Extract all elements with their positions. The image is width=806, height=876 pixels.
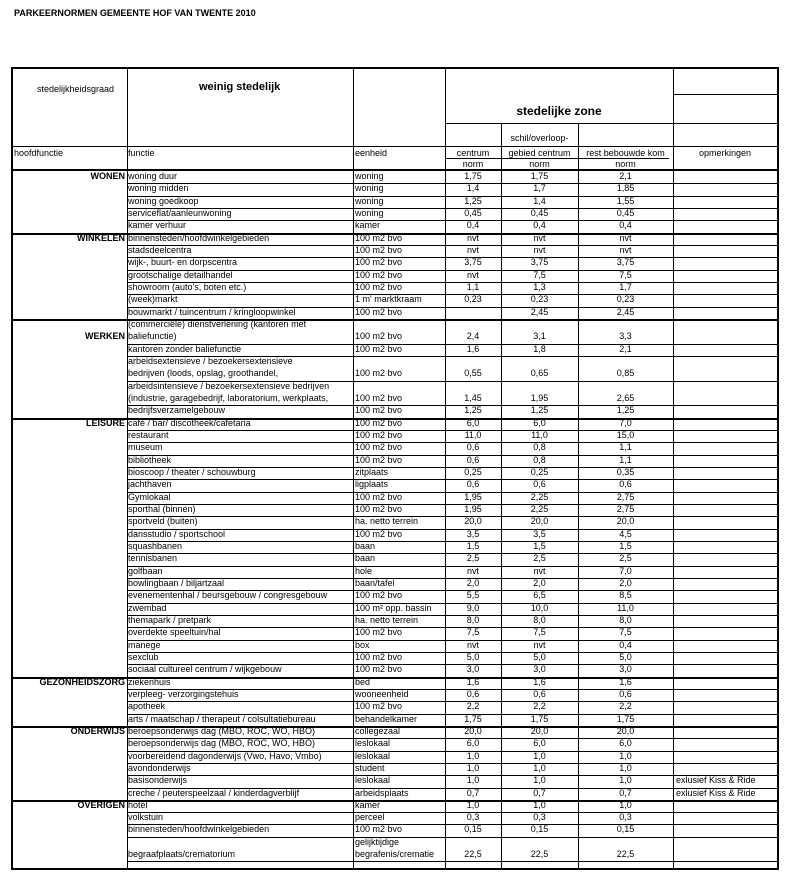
functie-label: sporthal (binnen): [128, 503, 196, 514]
eenheid-label: 100 m2 bvo: [355, 528, 403, 539]
eenheid-label: 100 m2 bvo: [355, 281, 403, 292]
functie-label: beroepsonderwijs dag (MBO, ROC, WO, HBO): [128, 725, 316, 736]
norm-schil: 1,0: [533, 775, 546, 786]
norm-schil: 1,8: [533, 343, 546, 354]
norm-schil: 1,0: [533, 750, 546, 761]
document-title: PARKEERNORMEN GEMEENTE HOF VAN TWENTE 2010: [14, 8, 256, 18]
functie-label: binnensteden/hoofdwinkelgebieden: [128, 824, 270, 835]
norm-rest: 1,7: [619, 281, 632, 292]
norm-schil: 0,25: [530, 466, 549, 477]
norm-rest: 0,4: [619, 639, 632, 650]
zone-label: stedelijke zone: [516, 104, 602, 118]
eenheid-label: collegezaal: [355, 725, 401, 736]
norm-schil: 1,75: [530, 713, 549, 724]
norm-rest: 1,0: [619, 762, 632, 773]
norm-centrum: 5,0: [466, 651, 480, 662]
eenheid-label: woning: [355, 207, 384, 218]
norm-rest: 0,4: [619, 220, 632, 231]
norm-rest: 20,0: [616, 516, 635, 527]
functie-label: tennisbanen: [128, 553, 178, 564]
header-hoofdfunctie: hoofdfunctie: [14, 148, 64, 158]
norm-rest: 1,1: [619, 442, 632, 453]
eenheid-label: 100 m2 bvo: [355, 269, 403, 280]
eenheid-label: bed: [355, 676, 371, 687]
functie-label: avondonderwijs: [128, 762, 191, 773]
functie-label: arts / maatschap / therapeut / colsultatiebureau: [128, 713, 316, 724]
functie-label: restaurant: [128, 429, 169, 440]
norm-centrum: 2,5: [466, 553, 480, 564]
norm-rest: 2,75: [616, 503, 635, 514]
norm-schil: nvt: [533, 244, 546, 255]
row-divider: [445, 123, 777, 124]
functie-label: ziekenhuis: [128, 676, 171, 687]
norm-schil: 3,75: [530, 257, 549, 268]
norm-rest: 1,25: [616, 405, 635, 416]
eenheid-label: woning: [355, 171, 384, 181]
norm-rest: 3,3: [619, 331, 632, 342]
functie-label: apotheek: [128, 701, 166, 712]
header-centrum: centrum: [456, 148, 490, 158]
norm-rest: 7,5: [619, 627, 632, 638]
norm-centrum: 6,0: [466, 417, 480, 428]
functie-label: begraafplaats/crematorium: [128, 849, 236, 860]
norm-rest: 11,0: [617, 602, 634, 613]
row-divider: [127, 861, 777, 862]
norm-label: norm: [615, 159, 636, 169]
eenheid-label: 100 m2 bvo: [355, 244, 403, 255]
norm-schil: 3,1: [533, 331, 546, 342]
eenheid-label: gelijktijdige: [355, 836, 400, 847]
norm-centrum: 0,4: [466, 220, 480, 231]
norm-schil: 1,3: [533, 281, 546, 292]
functie-label: arbeidsextensieve / bezoekersextensieve: [128, 355, 293, 366]
norm-rest: 3,0: [619, 664, 632, 675]
eenheid-label: hole: [355, 565, 373, 576]
norm-label: norm: [462, 159, 484, 169]
functie-label: (industrie, garagebedrijf, laboratorium, werkplaats,: [128, 392, 329, 403]
eenheid-label: zitplaats: [355, 466, 389, 477]
eenheid-label: leslokaal: [355, 775, 391, 786]
norm-centrum: 6,0: [466, 738, 480, 749]
norm-centrum: 0,3: [466, 812, 480, 823]
norm-rest: 8,0: [619, 614, 632, 625]
eenheid-label: baan: [355, 540, 376, 551]
norm-centrum: 0,15: [464, 824, 482, 835]
functie-label: arbeidsintensieve / bezoekersextensieve bedrijven: [128, 380, 330, 391]
functie-label: woning midden: [128, 183, 189, 194]
norm-schil: 2,25: [530, 491, 549, 502]
norm-centrum: 0,6: [466, 454, 480, 465]
eenheid-label: kamer: [355, 220, 381, 231]
norm-rest: 1,0: [619, 750, 632, 761]
col-divider: [673, 69, 674, 868]
hoofdfunctie-label: WERKEN: [85, 331, 125, 342]
header-gebied: gebied centrum: [508, 148, 571, 158]
eenheid-label: box: [355, 639, 370, 650]
functie-label: overdekte speeltuin/hal: [128, 627, 221, 638]
norm-label: norm: [529, 159, 550, 169]
norm-centrum: 9,0: [466, 602, 480, 613]
functie-label: sportveld (buiten): [128, 516, 198, 527]
norm-schil: 1,0: [533, 799, 546, 810]
norm-schil: 6,0: [533, 738, 546, 749]
functie-label: café / bar/ discotheek/cafetaria: [128, 417, 251, 428]
norm-rest: 2,1: [619, 171, 632, 181]
norm-schil: 2,2: [533, 701, 546, 712]
norm-centrum: 0,45: [464, 207, 482, 218]
norm-centrum: 20,0: [464, 725, 482, 736]
eenheid-label: 100 m² opp. bassin: [355, 602, 432, 613]
functie-label: manege: [128, 639, 161, 650]
norm-rest: 2,65: [616, 392, 635, 403]
eenheid-label: 100 m2 bvo: [355, 454, 403, 465]
norm-schil: nvt: [533, 565, 546, 576]
eenheid-label: 100 m2 bvo: [355, 442, 403, 453]
norm-centrum: nvt: [466, 269, 479, 280]
norm-rest: 0,15: [616, 824, 635, 835]
norm-schil: 7,5: [533, 627, 546, 638]
eenheid-label: baan: [355, 553, 376, 564]
norm-rest: 0,6: [619, 479, 632, 490]
functie-label: (week)markt: [128, 294, 178, 305]
functie-label: golfbaan: [128, 565, 163, 576]
norm-centrum: 1,0: [466, 799, 480, 810]
norm-schil: 1,7: [533, 183, 546, 194]
eenheid-label: woning: [355, 183, 384, 194]
hoofdfunctie-label: GEZONHEIDSZORG: [39, 676, 125, 687]
hoofdfunctie-label: ONDERWIJS: [70, 725, 125, 736]
functie-label: woning duur: [128, 171, 178, 181]
norm-schil: 1,75: [530, 171, 549, 181]
header-opmerkingen: opmerkingen: [698, 148, 752, 158]
norm-rest: 1,55: [616, 195, 635, 206]
norm-rest: 3,75: [616, 257, 635, 268]
eenheid-label: 100 m2 bvo: [355, 232, 403, 243]
norm-schil: 3,5: [533, 528, 546, 539]
norm-centrum: nvt: [466, 565, 479, 576]
hoofdfunctie-label: OVERIGEN: [77, 799, 125, 810]
eenheid-label: leslokaal: [355, 750, 391, 761]
functie-label: bedrijven (loods, opslag, groothandel,: [128, 368, 279, 379]
norm-centrum: 0,23: [464, 294, 482, 305]
hoofdfunctie-label: LEISURE: [85, 417, 125, 428]
functie-label: verpleeg- verzorgingstehuis: [128, 688, 239, 699]
norm-rest: 2,0: [619, 577, 632, 588]
norm-rest: 1,0: [619, 775, 632, 786]
functie-label: showroom (auto's, boten etc.): [128, 281, 247, 292]
eenheid-label: ligplaats: [355, 479, 389, 490]
functie-label: Gymlokaal: [128, 491, 171, 502]
norm-schil: 0,23: [530, 294, 549, 305]
norm-rest: nvt: [619, 232, 632, 243]
norm-rest: 5,0: [619, 651, 632, 662]
norm-schil: 11,0: [531, 429, 548, 440]
functie-label: kamer verhuur: [128, 220, 187, 231]
col-divider: [353, 69, 354, 868]
norm-schil: 0,3: [533, 812, 546, 823]
norm-rest: 7,5: [619, 269, 632, 280]
norm-schil: 2,25: [530, 503, 549, 514]
norm-rest: 1,1: [619, 454, 632, 465]
norm-schil: 0,8: [533, 442, 546, 453]
norm-schil: 2,5: [533, 553, 546, 564]
norm-centrum: 0,55: [464, 368, 482, 379]
norm-centrum: 1,45: [464, 392, 482, 403]
norm-rest: 2,45: [616, 306, 635, 317]
eenheid-label: 100 m2 bvo: [355, 368, 403, 379]
eenheid-label: student: [355, 762, 385, 773]
norm-centrum: nvt: [466, 232, 479, 243]
norm-centrum: 3,5: [466, 528, 480, 539]
functie-label: basisonderwijs: [128, 775, 188, 786]
eenheid-label: 100 m2 bvo: [355, 503, 403, 514]
norm-rest: 0,7: [619, 787, 632, 798]
row-divider: [673, 94, 777, 95]
eenheid-label: baan/tafel: [355, 577, 395, 588]
functie-label: themapark / pretpark: [128, 614, 212, 625]
eenheid-label: leslokaal: [355, 738, 391, 749]
norm-schil: 7,5: [533, 269, 546, 280]
norm-centrum: 1,25: [464, 405, 482, 416]
eenheid-label: 100 m2 bvo: [355, 331, 403, 342]
opmerking: exlusief Kiss & Ride: [676, 775, 756, 786]
norm-rest: 0,3: [619, 812, 632, 823]
eenheid-label: kamer: [355, 799, 381, 810]
norm-schil: 0,6: [533, 479, 546, 490]
norm-schil: 20,0: [530, 725, 549, 736]
norm-centrum: 0,25: [464, 466, 482, 477]
norm-centrum: 1,95: [464, 503, 482, 514]
norm-schil: 2,45: [530, 306, 549, 317]
norm-rest: 20,0: [616, 725, 635, 736]
eenheid-label: 100 m2 bvo: [355, 343, 403, 354]
schil-header-line1: schil/overloop-: [510, 133, 569, 143]
norm-centrum: 3,75: [464, 257, 482, 268]
norm-rest: 22,5: [616, 849, 635, 860]
norm-rest: 7,0: [619, 565, 632, 576]
norm-schil: 6,5: [533, 590, 546, 601]
norm-centrum: 1,6: [466, 343, 480, 354]
functie-label: creche / peuterspeelzaal / kinderdagverblijf: [128, 787, 300, 798]
functie-label: beroepsonderwijs dag (MBO, ROC, WO, HBO): [128, 738, 316, 749]
eenheid-label: begrafenis/crematie: [355, 849, 435, 860]
functie-label: hotel: [128, 799, 148, 810]
opmerking: exlusief Kiss & Ride: [676, 787, 756, 798]
eenheid-label: 100 m2 bvo: [355, 491, 403, 502]
stedelijkheidsgraad-label: stedelijkheidsgraad: [37, 84, 115, 94]
norm-centrum: 1,4: [466, 183, 480, 194]
functie-label: wijk-, buurt- en dorpscentra: [128, 257, 238, 268]
norm-centrum: nvt: [466, 244, 479, 255]
eenheid-label: ha. netto terrein: [355, 516, 419, 527]
header-eenheid: eenheid: [355, 148, 388, 158]
norm-centrum: 2,4: [466, 331, 480, 342]
functie-label: dansstudio / sportschool: [128, 528, 226, 539]
norm-rest: 4,5: [619, 528, 632, 539]
norm-schil: 1,95: [530, 392, 549, 403]
norm-rest: 1,0: [619, 799, 632, 810]
parking-norms-table: [11, 67, 779, 870]
functie-label: (commerciële) dienstverlening (kantoren met: [128, 318, 307, 329]
functie-label: museum: [128, 442, 163, 453]
functie-label: volkstuin: [128, 812, 164, 823]
functie-label: bowlingbaan / biljartzaal: [128, 577, 225, 588]
norm-schil: 0,45: [530, 207, 549, 218]
functie-label: zwembad: [128, 602, 167, 613]
norm-rest: 1,85: [616, 183, 635, 194]
eenheid-label: 100 m2 bvo: [355, 429, 403, 440]
functie-label: sociaal cultureel centrum / wijkgebouw: [128, 664, 282, 675]
header-functie: functie: [128, 148, 155, 158]
norm-centrum: 1,75: [464, 713, 482, 724]
functie-label: jachthaven: [128, 479, 172, 490]
eenheid-label: 100 m2 bvo: [355, 701, 403, 712]
norm-centrum: 0,6: [466, 688, 480, 699]
norm-rest: 0,85: [616, 368, 635, 379]
functie-label: evenementenhal / beursgebouw / congresgebouw: [128, 590, 328, 601]
norm-rest: 1,6: [619, 676, 632, 687]
row-divider: [127, 837, 777, 838]
norm-centrum: 1,0: [466, 750, 480, 761]
eenheid-label: 100 m2 bvo: [355, 392, 403, 403]
norm-centrum: 1,75: [464, 171, 482, 181]
norm-schil: 0,15: [530, 824, 549, 835]
eenheid-label: 100 m2 bvo: [355, 405, 403, 416]
norm-schil: 1,25: [530, 405, 549, 416]
eenheid-label: 100 m2 bvo: [355, 257, 403, 268]
eenheid-label: 100 m2 bvo: [355, 651, 403, 662]
functie-label: bibliotheek: [128, 454, 172, 465]
norm-centrum: 7,5: [466, 627, 480, 638]
norm-rest: 1,75: [616, 713, 635, 724]
header-rest: rest bebouwde kom: [586, 148, 665, 158]
hoofdfunctie-label: WONEN: [90, 171, 125, 181]
eenheid-label: 1 m' marktkraam: [355, 294, 422, 305]
eenheid-label: ha. netto terrein: [355, 614, 419, 625]
norm-rest: 6,0: [619, 738, 632, 749]
hoofdfunctie-label: WINKELEN: [77, 232, 125, 243]
norm-centrum: 1,1: [466, 281, 480, 292]
norm-rest: 0,45: [616, 207, 635, 218]
norm-schil: 2,0: [533, 577, 546, 588]
norm-centrum: 2,0: [466, 577, 480, 588]
norm-schil: 6,0: [533, 417, 546, 428]
norm-schil: 5,0: [533, 651, 546, 662]
stedelijkheidsgraad-value: weinig stedelijk: [199, 81, 281, 93]
eenheid-label: woning: [355, 195, 384, 206]
norm-rest: nvt: [619, 244, 632, 255]
norm-schil: 22,5: [530, 849, 549, 860]
norm-centrum: 0,7: [466, 787, 480, 798]
norm-rest: 0,6: [619, 688, 632, 699]
norm-centrum: 1,95: [464, 491, 482, 502]
eenheid-label: wooneenheid: [355, 688, 409, 699]
norm-centrum: 20,0: [464, 516, 482, 527]
norm-rest: 1,5: [619, 540, 632, 551]
norm-centrum: 1,0: [466, 775, 480, 786]
eenheid-label: behandelkamer: [355, 713, 418, 724]
eenheid-label: 100 m2 bvo: [355, 590, 403, 601]
eenheid-label: 100 m2 bvo: [355, 824, 403, 835]
norm-centrum: 2,2: [466, 701, 480, 712]
norm-schil: 1,4: [533, 195, 546, 206]
functie-label: squashbanen: [128, 540, 183, 551]
norm-centrum: nvt: [466, 639, 479, 650]
norm-centrum: 3,0: [466, 664, 480, 675]
norm-rest: 7,0: [619, 417, 632, 428]
norm-rest: 15,0: [616, 429, 635, 440]
norm-rest: 8,5: [619, 590, 632, 601]
eenheid-label: perceel: [355, 812, 385, 823]
norm-centrum: 8,0: [466, 614, 480, 625]
norm-centrum: 1,25: [464, 195, 482, 206]
functie-label: binnensteden/hoofdwinkelgebieden: [128, 232, 270, 243]
norm-rest: 2,2: [619, 701, 632, 712]
functie-label: woning goedkoop: [128, 195, 199, 206]
norm-centrum: 0,6: [466, 442, 480, 453]
norm-rest: 0,35: [616, 466, 635, 477]
norm-centrum: 22,5: [464, 849, 482, 860]
norm-rest: 2,5: [619, 553, 632, 564]
norm-schil: 3,0: [533, 664, 546, 675]
functie-label: grootschalige detailhandel: [128, 269, 233, 280]
eenheid-label: arbeidsplaats: [355, 787, 409, 798]
functie-label: bouwmarkt / tuincentrum / kringloopwinkel: [128, 306, 296, 317]
norm-schil: 1,0: [533, 762, 546, 773]
norm-centrum: 1,5: [466, 540, 480, 551]
functie-label: kantoren zonder baliefunctie: [128, 343, 242, 354]
norm-schil: 0,8: [533, 454, 546, 465]
norm-schil: 10,0: [530, 602, 549, 613]
functie-label: baliefunctie): [128, 331, 177, 342]
norm-schil: 0,6: [533, 688, 546, 699]
norm-rest: 0,23: [616, 294, 635, 305]
eenheid-label: 100 m2 bvo: [355, 306, 403, 317]
norm-rest: 2,75: [616, 491, 635, 502]
norm-schil: nvt: [533, 232, 546, 243]
norm-schil: 0,65: [530, 368, 549, 379]
norm-schil: nvt: [533, 639, 546, 650]
norm-centrum: 11,0: [464, 429, 482, 440]
norm-centrum: 1,6: [466, 676, 480, 687]
norm-schil: 0,4: [533, 220, 546, 231]
functie-label: serviceflat/aanleunwoning: [128, 207, 232, 218]
functie-label: bedrijfsverzamelgebouw: [128, 405, 226, 416]
norm-centrum: 0,6: [466, 479, 480, 490]
norm-schil: 8,0: [533, 614, 546, 625]
functie-label: stadsdeelcentra: [128, 244, 192, 255]
norm-schil: 1,6: [533, 676, 546, 687]
functie-label: voorbereidend dagonderwijs (Vwo, Havo, Vmbo): [128, 750, 322, 761]
norm-centrum: 1,0: [466, 762, 480, 773]
norm-centrum: 5,5: [466, 590, 480, 601]
functie-label: bioscoop / theater / schouwburg: [128, 466, 256, 477]
norm-schil: 0,7: [533, 787, 546, 798]
norm-schil: 20,0: [530, 516, 549, 527]
functie-label: sexclub: [128, 651, 159, 662]
eenheid-label: 100 m2 bvo: [355, 664, 403, 675]
eenheid-label: 100 m2 bvo: [355, 627, 403, 638]
norm-rest: 2,1: [619, 343, 632, 354]
norm-schil: 1,5: [533, 540, 546, 551]
eenheid-label: 100 m2 bvo: [355, 417, 403, 428]
